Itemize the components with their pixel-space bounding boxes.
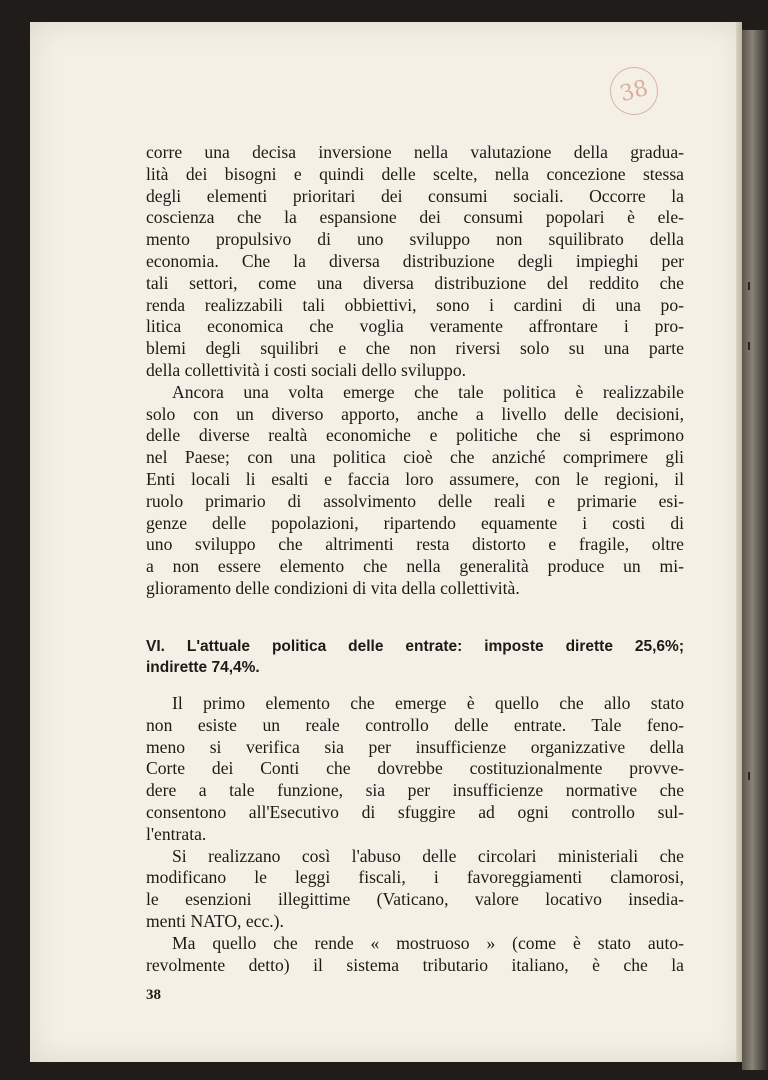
text-line: degli elementi prioritari dei consumi sociali. Occorre la xyxy=(146,185,684,206)
text-line: genze delle popolazioni, ripartendo equamente i costi di xyxy=(146,512,684,533)
text-line: solo con un diverso apporto, anche a livello delle decisioni, xyxy=(146,403,684,424)
text-line: mento propulsivo di uno sviluppo non squilibrato della xyxy=(146,229,684,250)
text-line: litica economica che voglia veramente affrontare i pro- xyxy=(146,316,684,337)
text-line: corre una decisa inversione nella valutazione della gradua- xyxy=(146,142,684,162)
text-line: l'entrata. xyxy=(146,823,207,844)
heading-line: indirette 74,4%. xyxy=(146,659,260,676)
margin-tick xyxy=(748,282,750,290)
text-line: non esiste un reale controllo delle entrate. Tale feno- xyxy=(146,714,684,735)
section-heading xyxy=(146,636,684,678)
binding-edge xyxy=(742,30,768,1070)
text-line: consentono all'Esecutivo di sfuggire ad ogni controllo sul- xyxy=(146,801,684,822)
text-line: glioramento delle condizioni di vita della collettività. xyxy=(146,577,520,598)
text-line: Ma quello che rende « mostruoso » (come è stato auto- xyxy=(172,932,684,953)
text-line: della collettività i costi sociali dello sviluppo. xyxy=(146,359,467,380)
text-line: Ancora una volta emerge che tale politica è realizzabile xyxy=(172,381,684,402)
text-line: uno sviluppo che altrimenti resta distorto e fragile, oltre xyxy=(146,534,684,555)
page-number: 38 xyxy=(146,987,161,1003)
text-line: revolmente detto) il sistema tributario italiano, è che la xyxy=(146,954,684,975)
text-line: ruolo primario di assolvimento delle reali e primarie esi- xyxy=(146,490,684,511)
text-line: tali settori, come una diversa distribuzione del reddito che xyxy=(146,272,684,293)
text-line: nel Paese; con una politica cioè che anziché comprimere gli xyxy=(146,447,684,468)
text-line: dere a tale funzione, sia per insufficienze normative che xyxy=(146,780,684,801)
text-line: lità dei bisogni e quindi delle scelte, nella concezione stessa xyxy=(146,163,684,184)
text-line: Corte dei Conti che dovrebbe costituzionalmente provve- xyxy=(146,758,684,779)
heading-line: VI. L'attuale politica delle entrate: imposte dirette 25,6%; xyxy=(146,638,684,655)
text-line: Si realizzano così l'abuso delle circolari ministeriali che xyxy=(172,845,684,866)
text-line: modificano le leggi fiscali, i favoreggiamenti clamorosi, xyxy=(146,867,684,888)
text-line: coscienza che la espansione dei consumi popolari è ele- xyxy=(146,207,684,228)
text-line: Enti locali li esalti e faccia loro assumere, con le regioni, il xyxy=(146,468,684,489)
page-edge xyxy=(736,22,742,1062)
text-line: meno si verifica sia per insufficienze organizzative della xyxy=(146,736,684,757)
book-page xyxy=(30,22,742,1062)
body-text-bottom xyxy=(146,693,684,976)
text-line: blemi degli squilibri e che non riversi solo su una parte xyxy=(146,338,684,359)
text-line: delle diverse realtà economiche e politiche che si esprimono xyxy=(146,425,684,446)
text-line: le esenzioni illegittime (Vaticano, valore locativo insedia- xyxy=(146,889,684,910)
text-line: menti NATO, ecc.). xyxy=(146,910,284,931)
margin-tick xyxy=(748,342,750,350)
text-line: Il primo elemento che emerge è quello che allo stato xyxy=(172,693,684,713)
text-line: economia. Che la diversa distribuzione degli impieghi per xyxy=(146,250,684,271)
handwritten-folio-mark: 38 xyxy=(605,62,664,121)
text-line: a non essere elemento che nella generalità produce un mi- xyxy=(146,556,684,577)
text-line: renda realizzabili tali obbiettivi, sono i cardini di una po- xyxy=(146,294,684,315)
body-text-top xyxy=(146,142,684,600)
margin-tick xyxy=(748,772,750,780)
